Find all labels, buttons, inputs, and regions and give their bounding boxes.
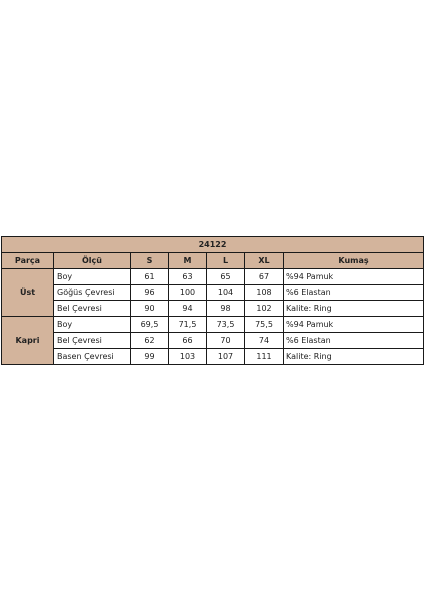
fabric-cell: Kalite: Ring [284,349,424,365]
table-row [2,333,424,349]
size-l-cell: 73,5 [207,317,245,333]
size-xl-cell: 67 [245,269,284,285]
size-xl-cell: 102 [245,301,284,317]
table-row [2,317,424,333]
size-s-cell: 61 [131,269,169,285]
fabric-cell: %6 Elastan [284,333,424,349]
size-l-cell: 98 [207,301,245,317]
header-part: Parça [2,253,54,269]
measure-cell: Göğüs Çevresi [54,285,131,301]
measure-cell: Bel Çevresi [54,333,131,349]
header-size-s: S [131,253,169,269]
fabric-cell: %94 Pamuk [284,269,424,285]
size-l-cell: 107 [207,349,245,365]
header-size-xl: XL [245,253,284,269]
size-l-cell: 70 [207,333,245,349]
measure-cell: Boy [54,269,131,285]
size-xl-cell: 75,5 [245,317,284,333]
section-label-top: Üst [2,269,54,317]
size-m-cell: 66 [169,333,207,349]
section-label-capri: Kapri [2,317,54,365]
header-measure: Ölçü [54,253,131,269]
size-xl-cell: 74 [245,333,284,349]
measure-cell: Boy [54,317,131,333]
size-m-cell: 71,5 [169,317,207,333]
measure-cell: Basen Çevresi [54,349,131,365]
size-m-cell: 63 [169,269,207,285]
size-l-cell: 104 [207,285,245,301]
header-size-l: L [207,253,245,269]
size-s-cell: 62 [131,333,169,349]
header-fabric: Kumaş [284,253,424,269]
header-row [2,253,424,269]
size-l-cell: 65 [207,269,245,285]
size-s-cell: 69,5 [131,317,169,333]
size-m-cell: 100 [169,285,207,301]
table-row [2,285,424,301]
size-s-cell: 99 [131,349,169,365]
table-row [2,349,424,365]
size-xl-cell: 108 [245,285,284,301]
fabric-cell: %94 Pamuk [284,317,424,333]
table-row [2,301,424,317]
table-row [2,269,424,285]
size-xl-cell: 111 [245,349,284,365]
size-s-cell: 90 [131,301,169,317]
size-s-cell: 96 [131,285,169,301]
measure-cell: Bel Çevresi [54,301,131,317]
product-code: 24122 [2,237,424,253]
size-chart-table [1,236,424,365]
fabric-cell: Kalite: Ring [284,301,424,317]
fabric-cell: %6 Elastan [284,285,424,301]
size-m-cell: 103 [169,349,207,365]
size-m-cell: 94 [169,301,207,317]
header-size-m: M [169,253,207,269]
title-row [2,237,424,253]
